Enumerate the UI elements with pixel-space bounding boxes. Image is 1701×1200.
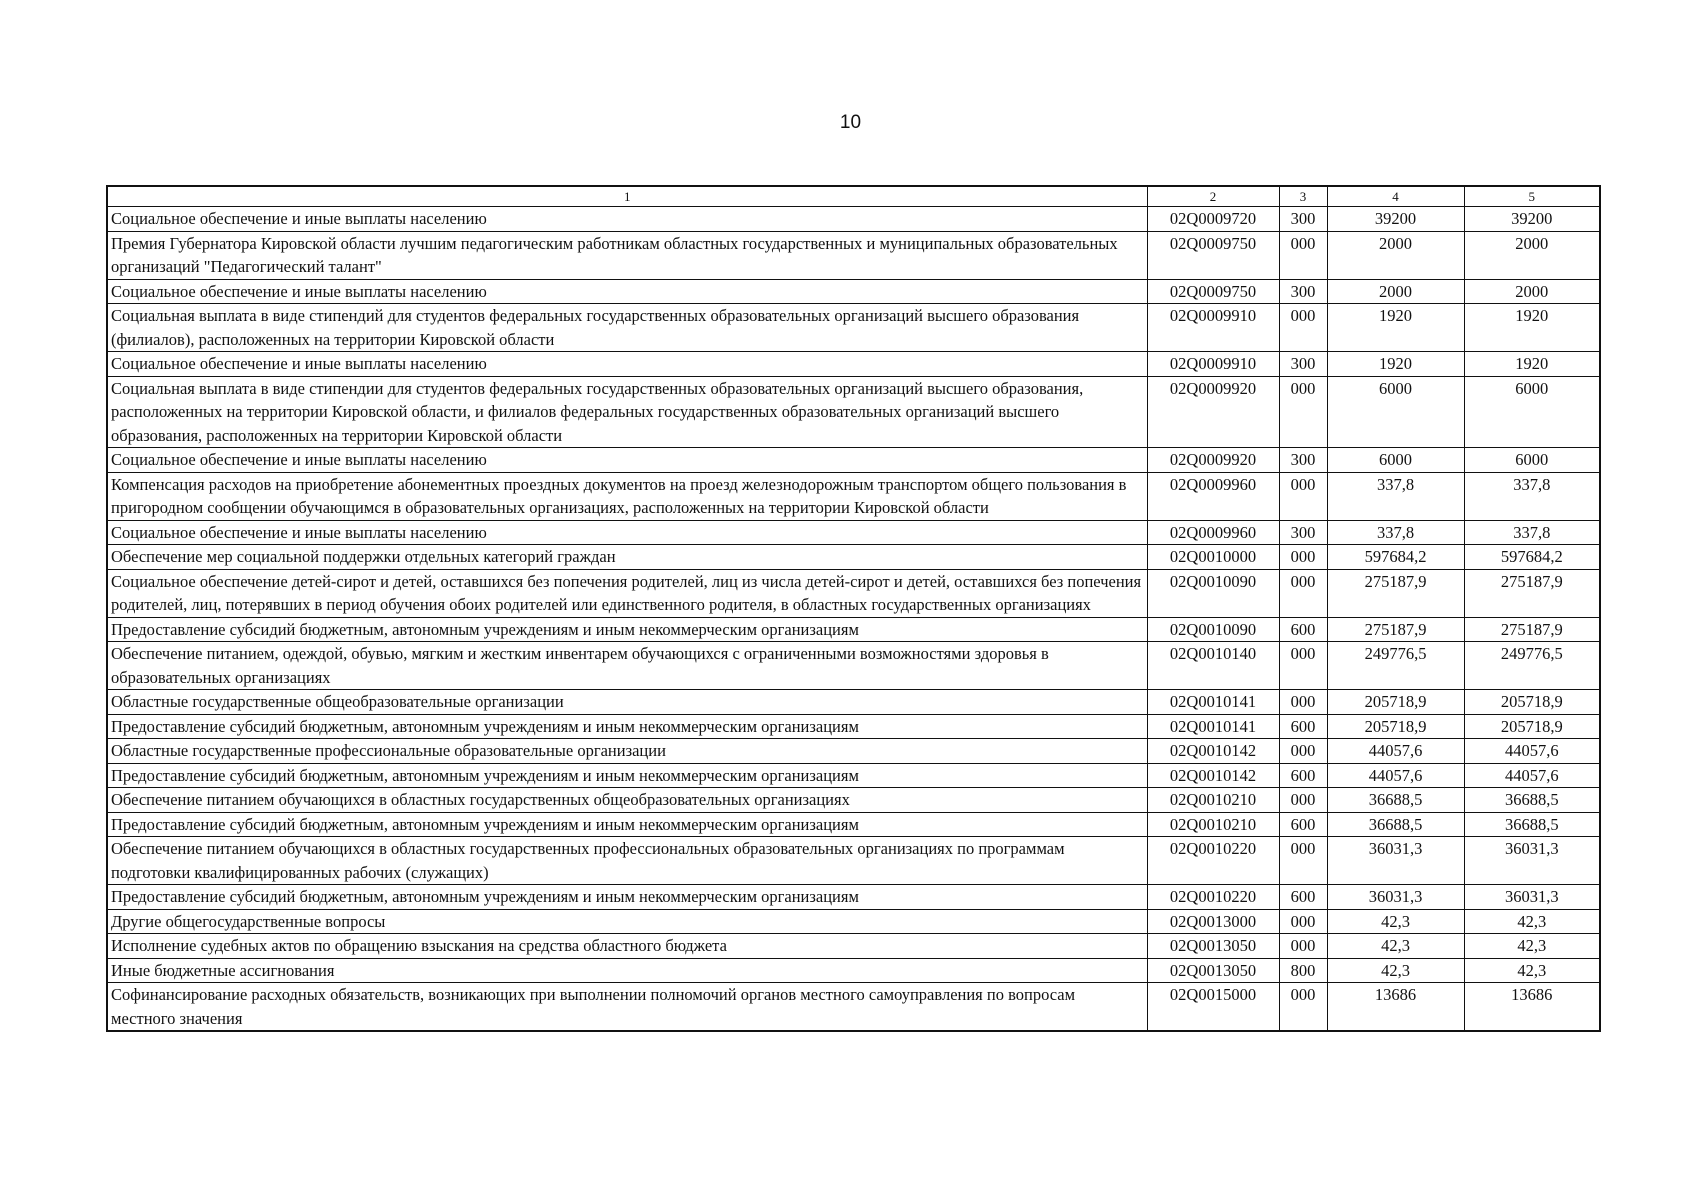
row-code-cell: 02Q0009960 — [1147, 472, 1279, 520]
row-code-cell: 02Q0010090 — [1147, 569, 1279, 617]
row-name-cell: Социальное обеспечение детей-сирот и детей, оставшихся без попечения родителей, лиц из числа детей-сирот и детей, оставшихся без попечения родителей, лиц, потерявших в период обучения обоих родителей или единственного родителя, в областных государственных организациях — [107, 569, 1147, 617]
row-value-5-cell: 36688,5 — [1464, 812, 1600, 837]
row-value-5-cell: 13686 — [1464, 983, 1600, 1032]
row-value-4-cell: 205718,9 — [1327, 690, 1464, 715]
row-code-cell: 02Q0013000 — [1147, 909, 1279, 934]
row-value-5-cell: 597684,2 — [1464, 545, 1600, 570]
row-type-cell: 300 — [1279, 279, 1327, 304]
table-row — [107, 472, 1600, 520]
row-type-cell: 600 — [1279, 763, 1327, 788]
row-type-cell: 000 — [1279, 569, 1327, 617]
table-row — [107, 642, 1600, 690]
row-code-cell: 02Q0009750 — [1147, 279, 1279, 304]
row-name-cell: Иные бюджетные ассигнования — [107, 958, 1147, 983]
row-type-cell: 600 — [1279, 617, 1327, 642]
row-name-cell: Предоставление субсидий бюджетным, автономным учреждениям и иным некоммерческим организациям — [107, 714, 1147, 739]
row-value-5-cell: 249776,5 — [1464, 642, 1600, 690]
row-name-cell: Компенсация расходов на приобретение абонементных проездных документов на проезд железнодорожным транспортом общего пользования в пригородном сообщении обучающимся в образовательных организациях, расположенных на территории Кировской области — [107, 472, 1147, 520]
row-code-cell: 02Q0009720 — [1147, 207, 1279, 232]
row-name-cell: Софинансирование расходных обязательств, возникающих при выполнении полномочий органов местного самоуправления по вопросам местного значения — [107, 983, 1147, 1032]
row-code-cell: 02Q0010210 — [1147, 812, 1279, 837]
row-code-cell: 02Q0010141 — [1147, 690, 1279, 715]
row-type-cell: 000 — [1279, 231, 1327, 279]
row-value-5-cell: 36031,3 — [1464, 885, 1600, 910]
row-value-5-cell: 36688,5 — [1464, 788, 1600, 813]
row-name-cell: Социальное обеспечение и иные выплаты населению — [107, 520, 1147, 545]
row-name-cell: Обеспечение питанием, одеждой, обувью, мягким и жестким инвентарем обучающихся с ограниченными возможностями здоровья в образовательных организациях — [107, 642, 1147, 690]
row-name-cell: Предоставление субсидий бюджетным, автономным учреждениям и иным некоммерческим организациям — [107, 763, 1147, 788]
header-col-5: 5 — [1464, 186, 1600, 207]
row-value-5-cell: 337,8 — [1464, 520, 1600, 545]
table-row — [107, 520, 1600, 545]
row-type-cell: 600 — [1279, 885, 1327, 910]
table-row — [107, 448, 1600, 473]
table-row — [107, 934, 1600, 959]
table-row — [107, 617, 1600, 642]
table-row — [107, 690, 1600, 715]
table-header — [107, 186, 1600, 207]
row-name-cell: Другие общегосударственные вопросы — [107, 909, 1147, 934]
row-type-cell: 300 — [1279, 207, 1327, 232]
header-row — [107, 186, 1600, 207]
row-value-4-cell: 275187,9 — [1327, 569, 1464, 617]
row-value-5-cell: 44057,6 — [1464, 739, 1600, 764]
row-name-cell: Премия Губернатора Кировской области лучшим педагогическим работникам областных государственных и муниципальных образовательных организаций "Педагогический талант" — [107, 231, 1147, 279]
row-value-5-cell: 42,3 — [1464, 934, 1600, 959]
row-name-cell: Исполнение судебных актов по обращению взыскания на средства областного бюджета — [107, 934, 1147, 959]
row-value-4-cell: 205718,9 — [1327, 714, 1464, 739]
row-value-4-cell: 2000 — [1327, 279, 1464, 304]
row-name-cell: Обеспечение питанием обучающихся в областных государственных профессиональных образовательных организациях по программам подготовки квалифицированных рабочих (служащих) — [107, 837, 1147, 885]
row-name-cell: Областные государственные профессиональные образовательные организации — [107, 739, 1147, 764]
row-code-cell: 02Q0010142 — [1147, 763, 1279, 788]
row-value-5-cell: 1920 — [1464, 304, 1600, 352]
row-name-cell: Социальная выплата в виде стипендии для студентов федеральных государственных образовательных организаций высшего образования, расположенных на территории Кировской области, и филиалов федеральных государственных образовательных организаций высшего образования, расположенных на территории Кировской области — [107, 376, 1147, 448]
row-value-5-cell: 1920 — [1464, 352, 1600, 377]
row-value-4-cell: 597684,2 — [1327, 545, 1464, 570]
row-value-4-cell: 36688,5 — [1327, 788, 1464, 813]
row-value-4-cell: 249776,5 — [1327, 642, 1464, 690]
row-value-5-cell: 275187,9 — [1464, 569, 1600, 617]
row-type-cell: 600 — [1279, 812, 1327, 837]
row-type-cell: 000 — [1279, 788, 1327, 813]
row-value-5-cell: 6000 — [1464, 376, 1600, 448]
row-value-5-cell: 337,8 — [1464, 472, 1600, 520]
table-row — [107, 812, 1600, 837]
table-row — [107, 909, 1600, 934]
row-type-cell: 800 — [1279, 958, 1327, 983]
row-type-cell: 600 — [1279, 714, 1327, 739]
header-col-4: 4 — [1327, 186, 1464, 207]
row-code-cell: 02Q0009750 — [1147, 231, 1279, 279]
row-value-4-cell: 6000 — [1327, 376, 1464, 448]
row-value-4-cell: 36031,3 — [1327, 837, 1464, 885]
row-value-4-cell: 39200 — [1327, 207, 1464, 232]
row-type-cell: 300 — [1279, 520, 1327, 545]
row-value-4-cell: 337,8 — [1327, 520, 1464, 545]
row-code-cell: 02Q0009960 — [1147, 520, 1279, 545]
table-row — [107, 304, 1600, 352]
row-value-4-cell: 44057,6 — [1327, 763, 1464, 788]
row-value-5-cell: 36031,3 — [1464, 837, 1600, 885]
row-code-cell: 02Q0010220 — [1147, 837, 1279, 885]
header-col-1: 1 — [107, 186, 1147, 207]
table-body — [107, 207, 1600, 1032]
row-code-cell: 02Q0013050 — [1147, 958, 1279, 983]
table-row — [107, 739, 1600, 764]
row-code-cell: 02Q0010141 — [1147, 714, 1279, 739]
table-row — [107, 569, 1600, 617]
row-value-5-cell: 205718,9 — [1464, 690, 1600, 715]
row-value-4-cell: 2000 — [1327, 231, 1464, 279]
row-code-cell: 02Q0013050 — [1147, 934, 1279, 959]
row-type-cell: 000 — [1279, 376, 1327, 448]
row-code-cell: 02Q0010210 — [1147, 788, 1279, 813]
table-row — [107, 837, 1600, 885]
row-type-cell: 000 — [1279, 690, 1327, 715]
row-name-cell: Обеспечение питанием обучающихся в областных государственных общеобразовательных организациях — [107, 788, 1147, 813]
table-row — [107, 352, 1600, 377]
row-value-5-cell: 44057,6 — [1464, 763, 1600, 788]
row-code-cell: 02Q0009910 — [1147, 304, 1279, 352]
row-code-cell: 02Q0009920 — [1147, 448, 1279, 473]
row-type-cell: 000 — [1279, 304, 1327, 352]
table-row — [107, 958, 1600, 983]
row-name-cell: Предоставление субсидий бюджетным, автономным учреждениям и иным некоммерческим организациям — [107, 812, 1147, 837]
row-type-cell: 000 — [1279, 934, 1327, 959]
row-name-cell: Социальная выплата в виде стипендий для студентов федеральных государственных образовательных организаций высшего образования (филиалов), расположенных на территории Кировской области — [107, 304, 1147, 352]
row-code-cell: 02Q0009910 — [1147, 352, 1279, 377]
row-type-cell: 000 — [1279, 642, 1327, 690]
row-name-cell: Обеспечение мер социальной поддержки отдельных категорий граждан — [107, 545, 1147, 570]
row-type-cell: 000 — [1279, 909, 1327, 934]
row-value-5-cell: 42,3 — [1464, 958, 1600, 983]
table-row — [107, 231, 1600, 279]
row-value-4-cell: 42,3 — [1327, 934, 1464, 959]
row-value-5-cell: 205718,9 — [1464, 714, 1600, 739]
row-value-4-cell: 13686 — [1327, 983, 1464, 1032]
row-value-5-cell: 39200 — [1464, 207, 1600, 232]
row-type-cell: 000 — [1279, 739, 1327, 764]
budget-table — [106, 185, 1601, 1032]
row-value-4-cell: 275187,9 — [1327, 617, 1464, 642]
row-type-cell: 000 — [1279, 983, 1327, 1032]
row-value-4-cell: 42,3 — [1327, 909, 1464, 934]
row-value-5-cell: 275187,9 — [1464, 617, 1600, 642]
row-value-4-cell: 36031,3 — [1327, 885, 1464, 910]
row-code-cell: 02Q0009920 — [1147, 376, 1279, 448]
row-code-cell: 02Q0010000 — [1147, 545, 1279, 570]
row-name-cell: Социальное обеспечение и иные выплаты населению — [107, 279, 1147, 304]
row-code-cell: 02Q0010142 — [1147, 739, 1279, 764]
row-value-5-cell: 42,3 — [1464, 909, 1600, 934]
table-row — [107, 714, 1600, 739]
table-row — [107, 763, 1600, 788]
row-name-cell: Социальное обеспечение и иные выплаты населению — [107, 352, 1147, 377]
row-name-cell: Предоставление субсидий бюджетным, автономным учреждениям и иным некоммерческим организациям — [107, 885, 1147, 910]
table-row — [107, 207, 1600, 232]
table-row — [107, 545, 1600, 570]
row-value-5-cell: 2000 — [1464, 231, 1600, 279]
table-row — [107, 376, 1600, 448]
row-name-cell: Предоставление субсидий бюджетным, автономным учреждениям и иным некоммерческим организациям — [107, 617, 1147, 642]
row-name-cell: Социальное обеспечение и иные выплаты населению — [107, 207, 1147, 232]
row-type-cell: 300 — [1279, 352, 1327, 377]
row-name-cell: Социальное обеспечение и иные выплаты населению — [107, 448, 1147, 473]
row-value-4-cell: 337,8 — [1327, 472, 1464, 520]
row-value-5-cell: 6000 — [1464, 448, 1600, 473]
row-type-cell: 000 — [1279, 837, 1327, 885]
row-value-4-cell: 44057,6 — [1327, 739, 1464, 764]
row-value-4-cell: 36688,5 — [1327, 812, 1464, 837]
row-value-5-cell: 2000 — [1464, 279, 1600, 304]
row-value-4-cell: 1920 — [1327, 304, 1464, 352]
table-row — [107, 983, 1600, 1032]
table-row — [107, 788, 1600, 813]
row-code-cell: 02Q0010090 — [1147, 617, 1279, 642]
header-col-3: 3 — [1279, 186, 1327, 207]
row-type-cell: 000 — [1279, 472, 1327, 520]
row-value-4-cell: 1920 — [1327, 352, 1464, 377]
row-value-4-cell: 6000 — [1327, 448, 1464, 473]
page-number: 10 — [839, 112, 862, 133]
header-col-2: 2 — [1147, 186, 1279, 207]
table-row — [107, 885, 1600, 910]
row-type-cell: 000 — [1279, 545, 1327, 570]
table-row — [107, 279, 1600, 304]
row-code-cell: 02Q0015000 — [1147, 983, 1279, 1032]
row-value-4-cell: 42,3 — [1327, 958, 1464, 983]
row-name-cell: Областные государственные общеобразовательные организации — [107, 690, 1147, 715]
row-code-cell: 02Q0010220 — [1147, 885, 1279, 910]
row-type-cell: 300 — [1279, 448, 1327, 473]
row-code-cell: 02Q0010140 — [1147, 642, 1279, 690]
